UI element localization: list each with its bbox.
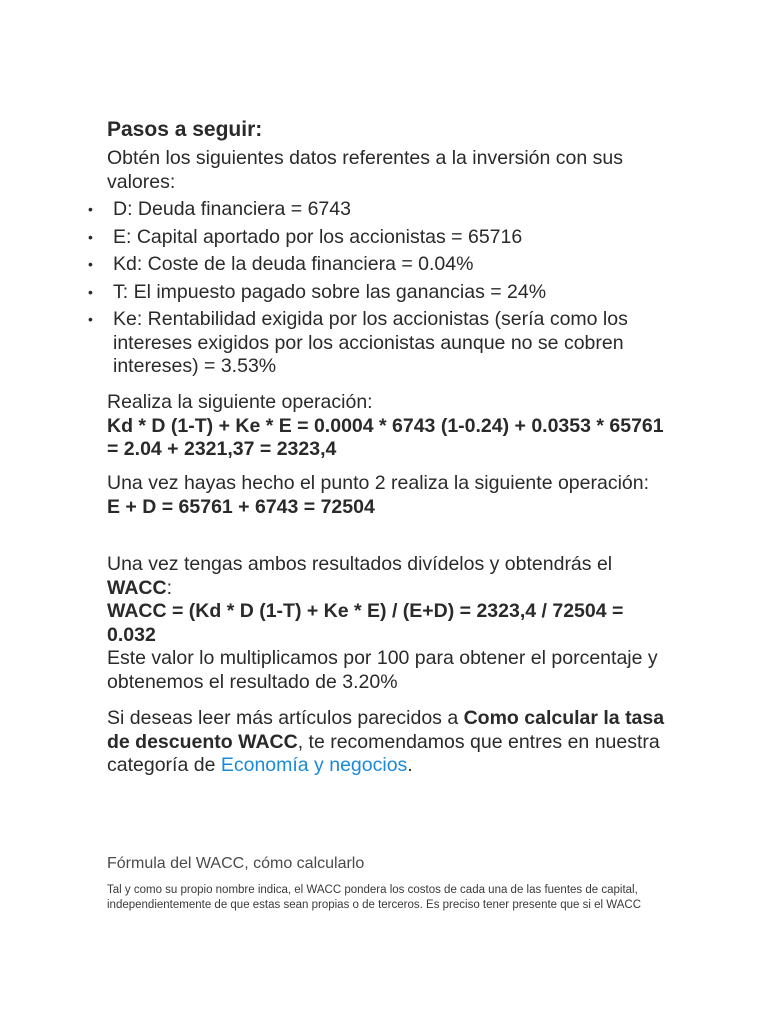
list-item <box>0 281 658 305</box>
category-link[interactable]: Economía y negocios <box>220 754 408 776</box>
bullet-icon: • <box>88 311 93 327</box>
bullet-icon: • <box>88 201 93 217</box>
step-two-text: Una vez hayas hecho el punto 2 realiza la siguiente operación: <box>107 472 650 494</box>
step-one-formula: Kd * D (1-T) + Ke * E = 0.0004 * 6743 (1-0.24) + 0.0353 * 65761 = 2.04 + 2321,37 = 2323,4 <box>107 414 664 460</box>
bullet-icon: • <box>88 283 93 300</box>
bullet-icon: • <box>88 228 93 245</box>
step-three <box>107 553 667 694</box>
list-item <box>0 308 658 379</box>
wacc-formula: WACC = (Kd * D (1-T) + Ke * E) / (E+D) = 2323,4 / 72504 = 0.032 <box>107 600 624 646</box>
list-item-text: D: Deuda financiera = 6743 <box>113 198 351 220</box>
percentage-note: Este valor lo multiplicamos por 100 para obtener el porcentaje y obtenemos el resultado de 3.20% <box>107 647 658 693</box>
closing-text-middle: , te recomendamos que entres en nuestra categoría de <box>107 730 660 776</box>
step-two-formula: E + D = 65761 + 6743 = 72504 <box>107 495 375 518</box>
list-item-text: E: Capital aportado por los accionistas = 65716 <box>113 225 523 248</box>
list-item-text: Ke: Rentabilidad exigida por los accionistas (sería como los intereses exigidos por los accionistas aunque no se cobren intereses) = 3.53% <box>113 308 628 377</box>
wacc-term: WACC <box>107 576 167 599</box>
step-one-text: Realiza la siguiente operación: <box>107 391 373 413</box>
list-item-text: T: El impuesto pagado sobre las ganancias = 24% <box>113 280 547 303</box>
list-item <box>0 253 658 277</box>
step-three-text-start: Una vez tengas ambos resultados divídelos y obtendrás el <box>107 553 613 575</box>
list-item <box>0 198 658 222</box>
article-title: Como calcular la tasa de descuento WACC <box>107 707 665 753</box>
intro-paragraph: Obtén los siguientes datos referentes a la inversión con sus valores: <box>107 147 623 193</box>
figure-caption: Fórmula del WACC, cómo calcularlo <box>107 855 365 872</box>
closing-paragraph <box>107 707 667 778</box>
step-two <box>107 472 667 519</box>
step-one <box>107 391 667 462</box>
list-item <box>0 226 658 250</box>
closing-text-start: Si deseas leer más artículos parecidos a <box>107 707 464 729</box>
step-three-text-end: : <box>166 576 172 599</box>
list-item-text: Kd: Coste de la deuda financiera = 0.04% <box>113 253 474 275</box>
step-three-text <box>107 553 667 600</box>
data-list <box>0 198 700 383</box>
section-heading: Pasos a seguir: <box>107 118 263 141</box>
excerpt-text: Tal y como su propio nombre indica, el WACC pondera los costos de cada una de las fuentes de capital, independientemente de que estas sean propias o de terceros. Es preciso tener presente que si el WACC <box>107 884 641 911</box>
bullet-icon: • <box>88 256 93 272</box>
closing-text-end: . <box>407 754 413 776</box>
